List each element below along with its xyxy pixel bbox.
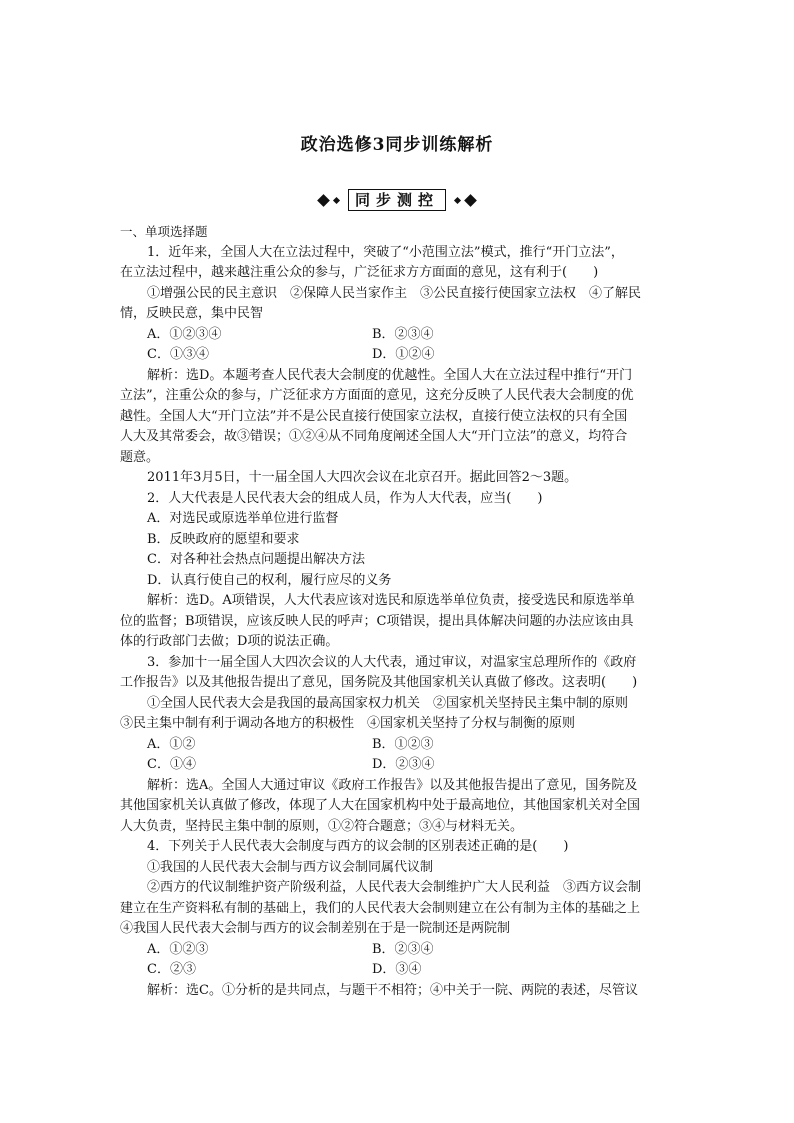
statement-text: 情，反映民意，集中民智 — [120, 306, 264, 321]
option-row — [120, 735, 676, 756]
option-row — [120, 755, 676, 776]
option: A．①② — [147, 736, 196, 752]
section-heading: 一、单项选择题 — [120, 224, 208, 239]
analysis-text: 体的行政部门去做；D项的说法正确。 — [120, 634, 339, 649]
option: C．对各种社会热点问题提出解决方法 — [147, 552, 365, 567]
option-row — [120, 325, 676, 346]
option: B．②③④ — [372, 326, 434, 342]
section-banner — [0, 188, 794, 212]
question-text: 2．人大代表是人民代表大会的组成人员，作为人大代表，应当( ) — [147, 490, 543, 506]
statement-text: ③民主集中制有利于调动各地方的积极性 ④国家机关坚持了分权与制衡的原则 — [120, 716, 576, 731]
option: D．③④ — [372, 962, 422, 977]
option: C．①④ — [147, 757, 196, 772]
document-body — [120, 222, 676, 1001]
statement-text: 建立在生产资料私有制的基础上，我们的人民代表大会制则建立在公有制为主体的基础之上 — [120, 900, 641, 916]
analysis-text: 解析：选C。①分析的是共同点，与题干不相符；④中关于一院、两院的表述，尽管议 — [147, 982, 638, 998]
option: B．②③④ — [372, 941, 434, 957]
diamond-icon — [317, 194, 330, 207]
question-text: 1．近年来，全国人大在立法过程中，突破了“小范围立法”模式，推行“开门立法”， — [147, 244, 624, 260]
statement-text: ②西方的代议制维护资产阶级利益，人民代表大会制维护广大人民利益 ③西方议会制 — [147, 880, 642, 895]
analysis-text: 解析：选A。全国人大通过审议《政府工作报告》以及其他报告提出了意见，国务院及 — [147, 777, 638, 793]
question-text: 在立法过程中，越来越注重公众的参与，广泛征求方方面面的意见，这有利于( ) — [120, 265, 599, 280]
statement-text: ①我国的人民代表大会制与西方议会制同属代议制 — [147, 859, 434, 875]
option: A．①②③ — [147, 941, 209, 957]
analysis-text: 人大负责，坚持民主集中制的原则，①②符合题意；③④与材料无关。 — [120, 818, 524, 834]
option: D．①②④ — [372, 347, 435, 362]
analysis-text: 越性。全国人大“开门立法”并不是公民直接行使国家立法权，直接行使立法权的只有全国 — [120, 408, 628, 424]
option: B．反映政府的愿望和要求 — [147, 531, 300, 547]
question-text: 4．下列关于人民代表大会制度与西方的议会制的区别表述正确的是( ) — [147, 839, 569, 854]
analysis-text: 位的监督；B项错误，应该反映人民的呼声；C项错误，提出具体解决问题的办法应该由具 — [120, 613, 634, 629]
analysis-text: 人大及其常委会，故③错误；①②④从不同角度阐述全国人大“开门立法”的意义，均符合 — [120, 429, 628, 444]
option: A．①②③④ — [147, 326, 222, 342]
statement-text: ①增强公民的民主意识 ②保障人民当家作主 ③公民直接行使国家立法权 ④了解民 — [147, 285, 642, 301]
option: D．②③④ — [372, 757, 435, 772]
option-row — [120, 960, 676, 981]
statement-text: ④我国人民代表大会制与西方的议会制差别在于是一院制还是两院制 — [120, 921, 511, 936]
option-row — [120, 940, 676, 961]
option: A．对选民或原选举单位进行监督 — [147, 511, 339, 526]
question-text: 3．参加十一届全国人大四次会议的人大代表，通过审议，对温家宝总理所作的《政府 — [147, 654, 637, 670]
question-text: 工作报告》以及其他报告提出了意见，国务院及其他国家机关认真做了修改。这表明( ) — [120, 675, 638, 690]
material-text: 2011年3月5日，十一届全国人大四次会议在北京召开。据此回答2～3题。 — [147, 470, 578, 485]
page-title: 政治选修3同步训练解析 — [300, 135, 494, 155]
diamond-icon — [464, 194, 477, 207]
option: D．认真行使自己的权利，履行应尽的义务 — [147, 572, 392, 588]
analysis-text: 其他国家机关认真做了修改，体现了人大在国家机构中处于最高地位，其他国家机关对全国 — [120, 798, 641, 813]
option: C．①③④ — [147, 347, 209, 362]
statement-text: ①全国人民代表大会是我国的最高国家权力机关 ②国家机关坚持民主集中制的原则 — [147, 695, 629, 711]
diamond-small-icon — [454, 196, 461, 203]
diamond-small-icon — [333, 196, 340, 203]
option-row — [120, 345, 676, 366]
analysis-text: 解析：选D。A项错误，人大代表应该对选民和原选举单位负责，接受选民和原选举单 — [147, 593, 635, 608]
option: C．②③ — [147, 962, 196, 977]
option: B．①②③ — [372, 736, 434, 752]
analysis-text: 立法”，注重公众的参与，广泛征求方方面面的意见，这充分反映了人民代表大会制度的优 — [120, 388, 634, 403]
analysis-text: 题意。 — [120, 449, 160, 465]
banner-label: 同步测控 — [348, 189, 446, 211]
analysis-text: 解析：选D。本题考查人民代表大会制度的优越性。全国人大在立法过程中推行“开门 — [147, 367, 633, 383]
